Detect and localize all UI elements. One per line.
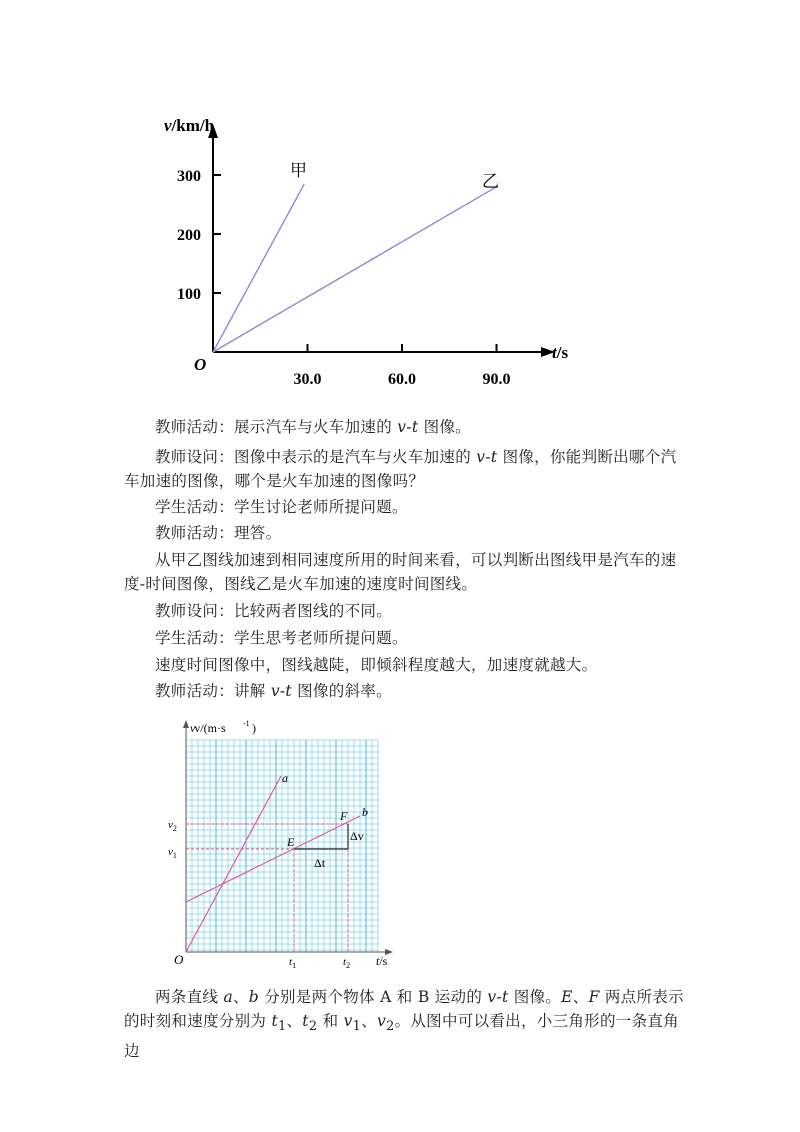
paragraph-teacher-show: 教师活动：展示汽车与火车加速的 v-t 图像。	[155, 418, 471, 436]
paragraph-explanation: 从甲乙图线加速到相同速度所用的时间来看，可以判断出图线甲是汽车的速度-时间图像，图线乙是火车加速的速度时间图线。	[124, 551, 677, 593]
x-axis-title: t/s	[376, 954, 388, 968]
y-tick-label: 100	[177, 286, 201, 303]
slope-diagram	[160, 712, 400, 974]
x-axis-title: t/s	[552, 343, 569, 362]
label-point-e: E	[287, 835, 295, 849]
x-tick-label: 60.0	[388, 371, 416, 388]
label-point-f: F	[340, 809, 348, 823]
x-tick-label: 30.0	[293, 371, 322, 388]
label-line-b: b	[362, 805, 368, 819]
line-a	[186, 776, 281, 952]
y-axis-arrow	[183, 720, 189, 728]
y-tick-label: 300	[177, 168, 201, 185]
label-v2: $v_2$	[168, 819, 177, 833]
label-line-a: a	[282, 771, 288, 785]
x-tick-label: 90.0	[482, 371, 511, 388]
label-delta-v: Δv	[350, 829, 364, 843]
line-b	[186, 816, 360, 902]
label-t2: $t_2$	[343, 956, 351, 970]
y-axis-title: vv/(m·s	[190, 721, 226, 735]
origin-label: O	[174, 952, 184, 967]
series-label-yi: 乙	[482, 172, 499, 191]
label-delta-t: Δt	[314, 856, 326, 870]
paragraph-teacher-answer: 教师活动：理答。	[155, 524, 282, 542]
paragraph-conclusion: 速度时间图像中，图线越陡，即倾斜程度越大，加速度就越大。	[155, 656, 598, 674]
y-axis-title: v/km/h	[164, 116, 215, 135]
y-axis-title-exp: -1	[243, 719, 250, 728]
paragraph-teacher-question-1: 教师设问：图像中表示的是汽车与火车加速的 v-t 图像，你能判断出哪个汽车加速的图像，哪个是火车加速的图像吗？	[124, 448, 677, 490]
paragraph-student-discuss: 学生活动：学生讨论老师所提问题。	[155, 498, 408, 516]
paragraph-student-think: 学生活动：学生思考老师所提问题。	[155, 629, 408, 647]
paragraph-two-lines: 两条直线 a、b 分别是两个物体 A 和 B 运动的 v-t 图像。E、F 两点所表示的时刻和速度分别为 $t_1$、$t_2$ 和 $v_1$、$v_2$。从图中可以看出，小三角形的一条直角边	[124, 988, 684, 1061]
series-label-jia: 甲	[290, 161, 307, 180]
label-v1: $v_1$	[168, 846, 177, 860]
origin-label: O	[194, 355, 207, 374]
series-line-yi	[213, 187, 497, 352]
paragraph-teacher-question-2: 教师设问：比较两者图线的不同。	[155, 602, 393, 620]
label-t1: $t_1$	[289, 956, 297, 970]
paragraph-teacher-slope: 教师活动：讲解 v-t 图像的斜率。	[155, 682, 392, 700]
velocity-time-chart-cars-trains	[150, 100, 590, 400]
y-tick-label: 200	[177, 227, 201, 244]
y-axis-title-close: )	[252, 721, 256, 735]
series-line-jia	[213, 184, 304, 352]
